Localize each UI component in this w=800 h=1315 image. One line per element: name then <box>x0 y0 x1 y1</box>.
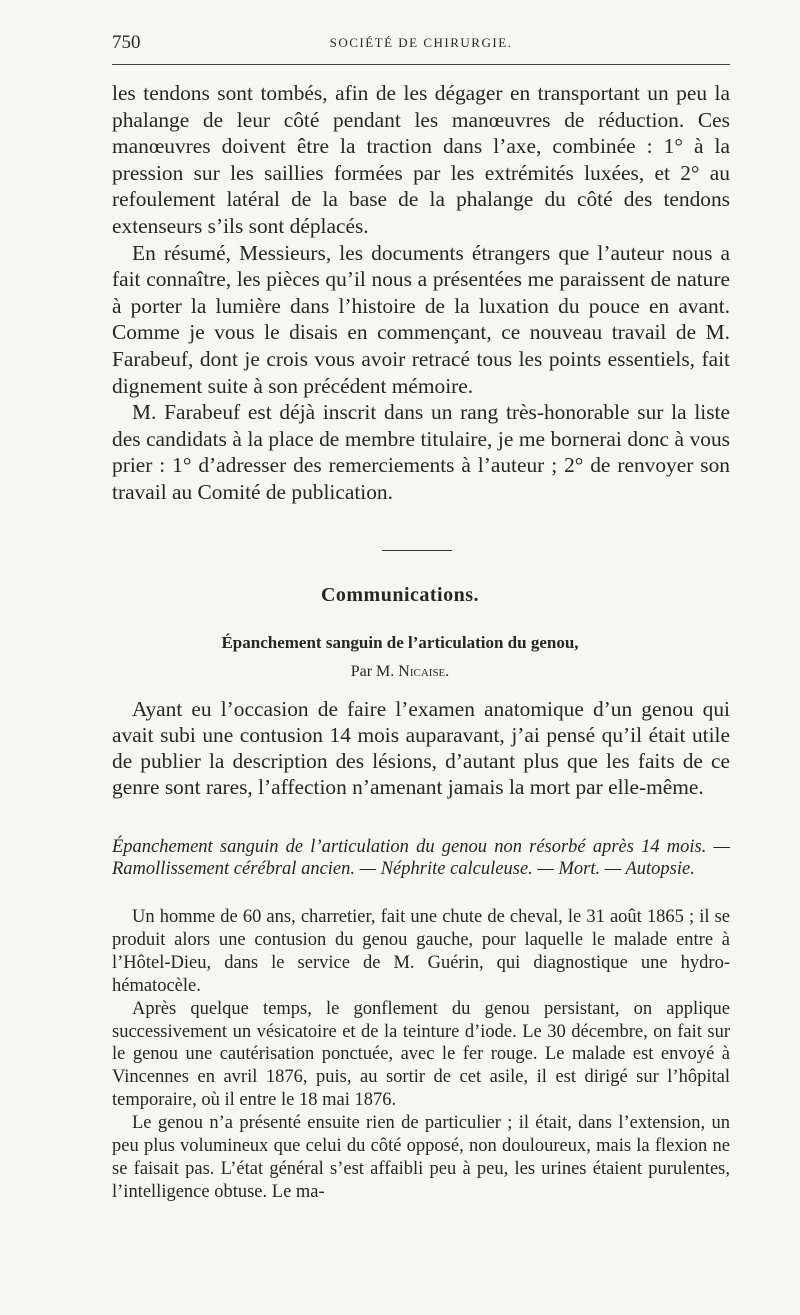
running-head: SOCIÉTÉ DE CHIRURGIE. <box>329 35 513 50</box>
intro <box>112 696 730 800</box>
section-title: Communications. <box>320 584 480 606</box>
report-paragraph: M. Farabeuf est déjà inscrit dans un rang très-honorable sur la liste des candidats à la place de membre titulaire, je me bornerai donc à vous prier : 1° d’adresser des remerciements à l’auteur ; 2° de renvoyer son travail au Comité de publication. <box>112 400 730 504</box>
article-title: Épanchement sanguin de l’articulation du genou, <box>221 633 579 652</box>
header-rule <box>112 64 730 65</box>
case-heading <box>112 836 730 881</box>
intro-paragraph: Ayant eu l’occasion de faire l’examen anatomique d’un genou qui avait subi une contusion 14 mois auparavant, j’ai pensé qu’il était utile de publier la description des lésions, d’autant plus que les faits de ce genre sont rares, l’affection n’amenant jamais la mort par elle-même. <box>112 697 730 799</box>
byline-prefix: Par M. <box>350 663 395 680</box>
page-number: 750 <box>112 32 141 53</box>
byline <box>0 663 800 681</box>
report-paragraph: les tendons sont tombés, afin de les dégager en transportant un peu la phalange de leur côté pendant les manœuvres de réduction. Ces manœuvres doivent être la traction dans l’axe, combinée : 1° à la pression sur les saillies formées par les extrémités luxées, et 2° au refoulement latéral de la base de la phalange du côté des tendons extenseurs s’ils sont déplacés. <box>112 81 730 238</box>
case-paragraph: Un homme de 60 ans, charretier, fait une chute de cheval, le 31 août 1865 ; il se produit alors une contusion du genou gauche, pour laquelle le malade entre à l’Hôtel-Dieu, dans le service de M. Guérin, qui diagnostique une hydro-hématocèle. <box>112 907 730 996</box>
report-paragraph: En résumé, Messieurs, les documents étrangers que l’auteur nous a fait connaître, les pièces qu’il nous a présentées me paraissent de nature à porter la lumière dans l’histoire de la luxation du pouce en avant. Comme je vous le disais en commençant, ce nouveau travail de M. Farabeuf, dont je crois vous avoir retracé tous les points essentiels, fait dignement suite à son précédent mémoire. <box>112 240 730 398</box>
case-report <box>112 906 730 1204</box>
case-title: Épanchement sanguin de l’articulation du genou non résorbé après 14 mois. — Ramollissement cérébral ancien. — Néphrite calculeuse. — Mort. — Autopsie. <box>112 837 730 880</box>
report-conclusion <box>112 80 730 506</box>
section-separator <box>382 550 452 551</box>
author-name: Nicaise. <box>398 663 450 680</box>
case-paragraph: Après quelque temps, le gonflement du genou persistant, on applique successivement un vésicatoire et de la teinture d’iode. Le 30 décembre, on fait sur le genou une cautérisation ponctuée, avec le fer rouge. Le malade est envoyé à Vincennes en avril 1876, puis, au sortir de cet asile, il est dirigé sur l’hôpital temporaire, où il entre le 18 mai 1876. <box>112 998 730 1111</box>
case-paragraph: Le genou n’a présenté ensuite rien de particulier ; il était, dans l’extension, un peu plus volumineux que celui du côté opposé, non douloureux, mais la flexion ne se faisait pas. L’état général s’est affaibli peu à peu, les urines étaient purulentes, l’intelligence obtuse. Le ma- <box>112 1113 730 1202</box>
page-header <box>112 32 730 56</box>
